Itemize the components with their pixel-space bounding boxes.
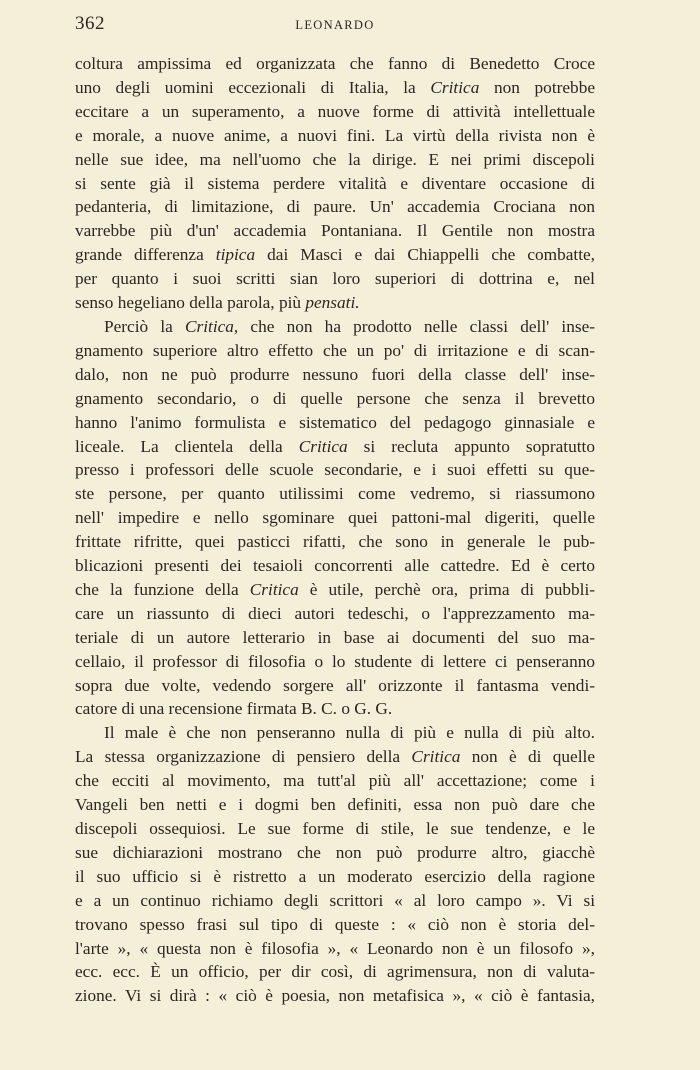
text-line: sopra due volte, vedendo sorgere all' orizzonte il fantasma vendi-: [75, 675, 595, 695]
paragraph: [75, 52, 595, 315]
text-line: e a un continuo richiamo degli scrittori « al loro campo ». Vi si: [75, 890, 595, 910]
text-line: teriale di un autore letterario in base ai documenti del suo ma-: [75, 627, 595, 647]
paragraph: [75, 315, 595, 721]
text-line: gnamento superiore altro effetto che un po' di irritazione e di scan-: [75, 340, 595, 360]
text-line: presso i professori delle scuole secondarie, e i suoi effetti su que-: [75, 460, 595, 480]
text-line: Il male è che non penseranno nulla di più e nulla di più alto.: [104, 723, 595, 743]
text-line: nelle sue idee, ma nell'uomo che la dirige. E nei primi discepoli: [75, 149, 595, 169]
body-text: [75, 52, 595, 1008]
text-line: per quanto i suoi scritti sian loro superiori di dottrina e, nel: [75, 269, 595, 289]
text-line: uno degli uomini eccezionali di Italia, la Critica non potrebbe: [75, 77, 596, 97]
text-line: che la funzione della Critica è utile, perchè ora, prima di pubbli-: [75, 579, 595, 599]
page-header: [75, 13, 595, 39]
text-line: catore di una recensione firmata B. C. o G. G.: [75, 699, 393, 719]
text-line: cellaio, il professor di filosofia o lo studente di lettere ci penseranno: [75, 651, 595, 671]
paragraph: [75, 721, 595, 1008]
text-line: discepoli ossequiosi. Le sue forme di stile, le sue tendenze, e le: [75, 819, 595, 838]
text-line: Vangeli ben netti e i dogmi ben definiti, essa non può dare che: [75, 795, 595, 815]
text-line: ecc. ecc. È un officio, per dir così, di agrimensura, non di valuta-: [75, 962, 595, 982]
page-number: 362: [75, 13, 105, 34]
text-line: eccitare a un superamento, a nuove forme di attività intellettuale: [75, 101, 595, 121]
text-line: trovano spesso frasi sul tipo di queste : « ciò non è storia del-: [75, 914, 595, 934]
text-line: varrebbe più d'un' accademia Pontaniana. Il Gentile non mostra: [75, 221, 595, 241]
text-line: gnamento secondario, o di quelle persone che senza il brevetto: [75, 388, 595, 408]
text-line: care un riassunto di dieci autori tedeschi, o l'apprezzamento ma-: [75, 603, 595, 623]
text-line: La stessa organizzazione di pensiero della Critica non è di quelle: [75, 747, 595, 767]
text-line: pedanteria, di limitazione, di paure. Un' accademia Crociana non: [75, 197, 595, 217]
text-line: hanno l'animo formulista e sistematico del pedagogo ginnasiale e: [75, 412, 595, 432]
text-line: l'arte », « questa non è filosofia », « Leonardo non è un filosofo »,: [75, 938, 595, 958]
text-line: il suo ufficio si è ristretto a un moderato esercizio della ragione: [75, 866, 595, 886]
text-line: frittate rifritte, quei pasticci rifatti, che sono in generale le pub-: [75, 532, 595, 552]
text-line: dalo, non ne può produrre nessuno fuori della classe dell' inse-: [75, 364, 595, 384]
text-line: e morale, a nuove anime, a nuovi fini. La virtù della rivista non è: [75, 125, 595, 145]
text-line: si sente già il sistema perdere vitalità e diventare occasione di: [75, 173, 595, 193]
text-line: ste persone, per quanto utilissimi come vedremo, si riassumono: [75, 484, 595, 504]
text-line: liceale. La clientela della Critica si recluta appunto sopratutto: [75, 436, 595, 456]
text-line: blicazioni presenti dei tesaioli concorrenti alle cattedre. Ed è certo: [75, 556, 595, 576]
text-line: senso hegeliano della parola, più pensati.: [75, 293, 360, 313]
text-line: Perciò la Critica, che non ha prodotto nelle classi dell' inse-: [104, 316, 595, 336]
text-line: che ecciti al movimento, ma tutt'al più all' accettazione; come i: [75, 771, 595, 791]
text-line: zione. Vi si dirà : « ciò è poesia, non metafisica », « ciò è fantasia,: [75, 986, 595, 1006]
text-line: grande differenza tipica dai Masci e dai Chiappelli che combatte,: [75, 245, 595, 265]
text-line: coltura ampissima ed organizzata che fanno di Benedetto Croce: [75, 54, 595, 73]
text-line: nell' impedire e nello sgominare quei pattoni-mal digeriti, quelle: [75, 508, 595, 528]
text-line: sue dichiarazioni mostrano che non può produrre altro, giacchè: [75, 842, 595, 862]
running-title: LEONARDO: [295, 18, 375, 32]
